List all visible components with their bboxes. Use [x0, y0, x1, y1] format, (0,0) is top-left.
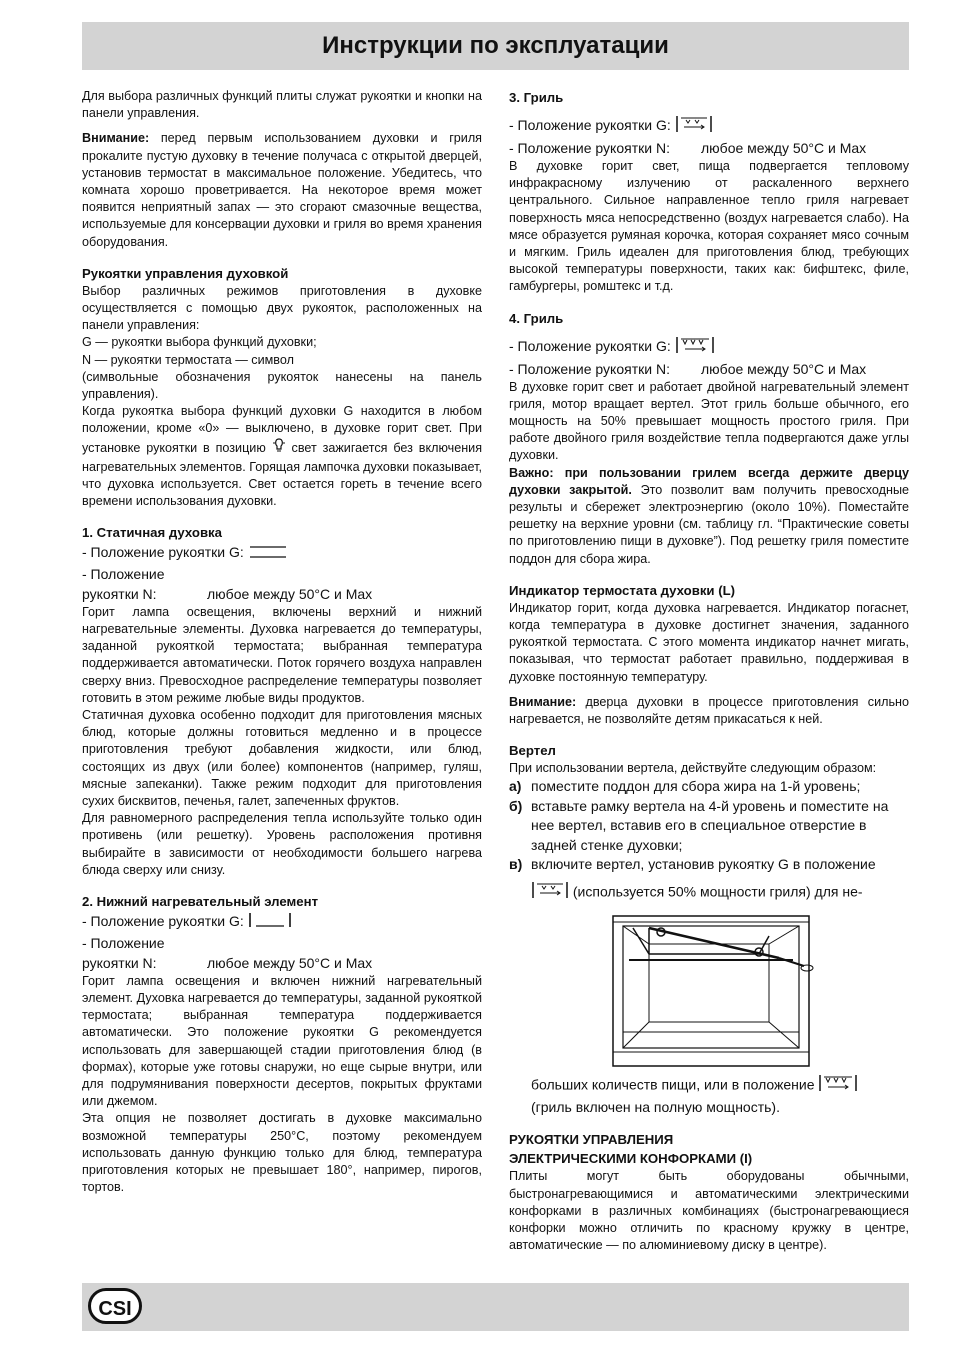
- knobs-paragraph: Выбор различных режимов приготовления в духовке осуществляется с помощью двух рукояток, расположенных на панели управления:: [82, 283, 482, 333]
- symbols-note: (символьные обозначения рукояток нанесены на панель управления).: [82, 369, 482, 402]
- thermostat-indicator-paragraph: Индикатор горит, когда духовка нагревается. Индикатор погаснет, когда температура в духовке достигнет значения, заданного рукояткой термостата. С этого момента индикатор начнет мигать, показывая, что термостат работает правильно, поддерживая в духовке постоянную температуру.: [509, 600, 909, 684]
- bottom-heat-icon: [248, 912, 292, 933]
- bottom-n-line: - Положение рукоятки N: любое между 50°С и Max: [82, 934, 373, 971]
- hob-heading-2: ЭЛЕКТРИЧЕСКИМИ КОНФОРКАМИ (I): [509, 1151, 753, 1167]
- static-mode-icon: [248, 544, 288, 564]
- double-grill-important: Важно: при пользовании грилем всегда держите дверцу духовки закрытой.: [509, 465, 909, 497]
- double-grill-icon: [675, 336, 715, 359]
- spit-step-c-cont: (используется 50% мощности гриля) для не-: [509, 881, 909, 905]
- bottom-element-heading: 2. Нижний нагревательный элемент: [82, 894, 319, 910]
- spit-step-a: а) поместите поддон для сбора жира на 1-й уровень;: [509, 778, 861, 795]
- hob-heading-1: РУКОЯТКИ УПРАВЛЕНИЯ: [509, 1132, 674, 1148]
- grill-heading: 3. Гриль: [509, 90, 564, 105]
- grill-icon: [675, 115, 713, 138]
- knob-g-text-1: Когда рукоятка выбора функций духовки G находится в любом положении, кроме «0» — выключено, в духовке горит свет. При установке рукоятки в позицию: [82, 404, 482, 455]
- double-grill-temp-range: любое между 50°С и Max: [701, 360, 867, 377]
- warning-paragraph: [82, 130, 482, 250]
- static-n-line: - Положение рукоятки N: любое между 50°С и Max: [82, 565, 373, 602]
- spit-step-c: в) включите вертел, установив рукоятку G в положение: [509, 856, 876, 873]
- knob-g-paragraph: [82, 403, 482, 510]
- grill-temp-range: любое между 50°С и Max: [701, 140, 867, 156]
- n-knob-line: N — рукоятки термостата — символ: [82, 352, 294, 367]
- oven-spit-illustration: [609, 914, 819, 1074]
- left-column: [82, 88, 482, 1196]
- spit-grill-icon: [531, 881, 569, 905]
- knob-g-text-2: свет зажигается без включения нагревательных элементов. Горящая лампочка духовки показывает, что духовка используется. Свет остается гореть в течение всего времени использования духовки.: [82, 440, 483, 509]
- footer-bar: [82, 1283, 909, 1331]
- static-temp-range: любое между 50°С и Max: [207, 585, 373, 602]
- bottom-g-line: - Положение рукоятки G:: [82, 911, 482, 933]
- warning-label: Внимание:: [82, 131, 150, 146]
- grill-paragraph-1: В духовке горит свет, пища подвергается тепловому инфракрасному излучению от раскаленного верхнего центрального. Сильное направленное тепло гриля нагревает поверхность мяса непосредственно (воздух нагревается слабо). На мясе образуется румяная корочка, которая сохраняет мясо сочным и мягким. Гриль идеален для приготовления блюд, требующих высокой температуры поверхности, таких как: бифштекс, филе, гамбургеры, ромштекс и т.д.: [509, 159, 909, 294]
- spit-heading: Вертел: [509, 743, 556, 759]
- right-column: [509, 88, 909, 1255]
- spit-step-c-cont2: больших количеств пищи, или в положение: [509, 1074, 909, 1098]
- double-grill-paragraph-1: В духовке горит свет и работает двойной нагревательный элемент гриля, мотор вращает вертел. Этот гриль больше обычного, его мощность на 50% превышает мощность простого гриля. При работе двойного гриля воздействие тепла подвергаются даже углы духовки.: [509, 379, 909, 463]
- hob-paragraph: Плиты могут быть оборудованы обычными, быстронагревающимися и автоматическими электрическими конфорками в различных комбинациях (быстронагревающиеся конфорки можно отличить по красному кружку в центре, автоматические — по алюминиевому диску в центре).: [509, 1169, 909, 1253]
- bottom-temp-range: любое между 50°С и Max: [207, 954, 373, 971]
- double-grill-n-line: - Положение рукоятки N: любое между 50°С и Max: [509, 360, 867, 377]
- thermostat-indicator-heading: Индикатор термостата духовки (L): [509, 582, 736, 598]
- double-grill-paragraph-2: Важно: при пользовании грилем всегда держите дверцу духовки закрытой. Это позволит вам получить превосходные результы и сбережет электроэнергию (около 10%). Поместайте решетку на верхние уровни (см. таблицу гл. “Практические советы по приготовлению пищи в духовке”). Под решетку гриля поместите поддон для сбора жира.: [509, 465, 909, 566]
- intro-paragraph: Для выбора различных функций плиты служат рукоятки и кнопки на панели управления.: [82, 89, 482, 121]
- page-title: Инструкции по эксплуатации: [322, 32, 669, 59]
- indicator-warning-label: Внимание:: [509, 694, 577, 709]
- warning-text: перед первым использованием духовки и гриля прокалите пустую духовку в течение получаса с открытой дверцей, установив термостат в максимальное положение. Убедитесь, что комната хорошо проветривается. На некоторое время может появится неприятный запах — это сгорают смазочные вещества, используемые для консервации духовки и гриля во время хранения оборудования.: [82, 131, 482, 249]
- bottom-paragraph-2: Эта опция не позволяет достигать в духовке максимально возможной температуры 250°С, поэтому рекомендуем использовать данную функцию только для блюд, температура приготовления которых не превышает 180°, например, пирогов, тортов.: [82, 1111, 482, 1195]
- csi-logo: CSI: [88, 1288, 142, 1324]
- knobs-heading: Рукоятки управления духовкой: [82, 265, 289, 281]
- spit-step-c-cont3: (гриль включен на полную мощность).: [531, 1098, 780, 1115]
- double-grill-g-line: - Положение рукоятки G:: [509, 336, 909, 359]
- static-paragraph-1: Горит лампа освещения, включены верхний и нижний нагревательные элементы. Духовка нагревается до температуры, заданной рукояткой термостата; выбранная температура поддерживается автоматически. Поток горячего воздуха направлен сверху вниз. Превосходное распределение температуры позволяет готовить в этом режиме любые виды продуктов.: [82, 604, 482, 705]
- bottom-paragraph-1: Горит лампа освещения и включен нижний нагревательный элемент. Духовка нагревается до температуры, заданной рукояткой термостата; выбранная температура поддерживается автоматически. Это положение рукоятки G рекомендуется использовать для завершающей стадии приготовления блюд (в формах), которые уже готовы снаружи, но еще сырые внутри, или для подрумянивания поверхности десертов, покрытых фруктами или джемом.: [82, 973, 482, 1109]
- double-grill-heading: 4. Гриль: [509, 310, 564, 326]
- static-g-line: - Положение рукоятки G:: [82, 542, 482, 563]
- static-paragraph-3: Для равномерного распределения тепла используйте только один противень (или решетку). Уровень расположения противня выбирайте в зависимости от необходимости большего нагрева блюда сверху или снизу.: [82, 811, 482, 877]
- lamp-icon: [272, 438, 286, 459]
- spit-step-b: б) вставьте рамку вертела на 4-й уровень и поместите на нее вертел, вставив его в специальное отверстие в задней стенке духовки;: [509, 797, 889, 853]
- grill-g-line: - Положение рукоятки G:: [509, 115, 909, 138]
- g-knob-line: G — рукоятки выбора функций духовки;: [82, 335, 317, 350]
- static-paragraph-2: Статичная духовка особенно подходит для приготовления мясных блюд, которые должны готовиться медленно и в процессе приготовления требуют добавления жидкости, или блюд, состоящих из двух (или более) компонентов (например, гуляш, мясные запеканки). Также режим подходит для приготовления сухих бисквитов, печенья, галет, запеченных фруктов.: [82, 707, 482, 808]
- indicator-warning-paragraph: Внимание: дверца духовки в процессе приготовления сильно нагревается, не позволяйте детям прикасаться к ней.: [509, 694, 909, 727]
- grill-n-line: - Положение рукоятки N: любое между 50°С и Max: [509, 140, 867, 156]
- static-oven-heading: 1. Статичная духовка: [82, 525, 222, 541]
- title-bar: [82, 22, 909, 70]
- spit-intro: При использовании вертела, действуйте следующим образом:: [509, 761, 877, 776]
- spit-double-grill-icon: [818, 1074, 858, 1098]
